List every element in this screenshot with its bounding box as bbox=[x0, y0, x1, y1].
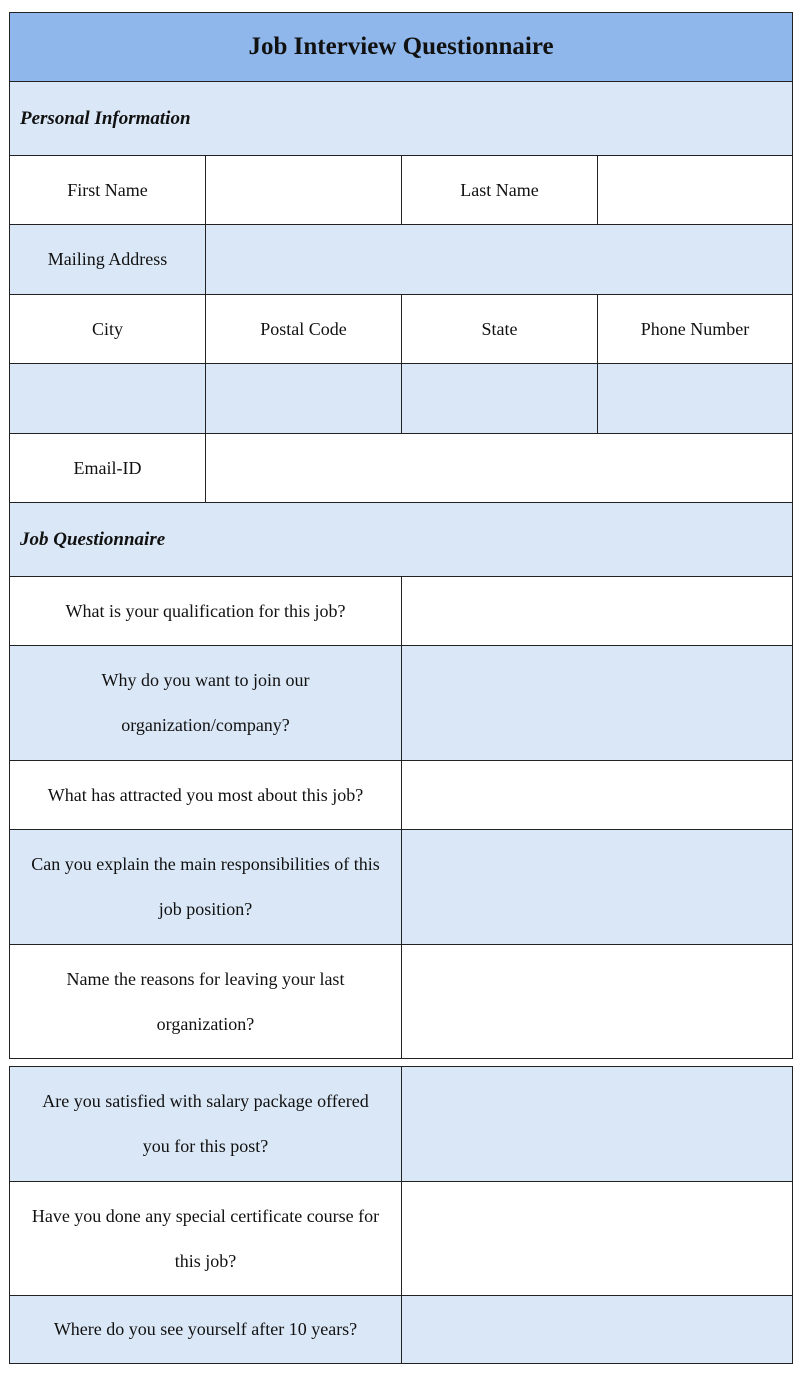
email-id-field[interactable] bbox=[206, 434, 793, 503]
answer-field[interactable] bbox=[402, 1067, 793, 1182]
question-label: Have you done any special certificate course for this job? bbox=[10, 1182, 402, 1296]
last-name-label: Last Name bbox=[402, 156, 598, 225]
questionnaire-form-table-continued bbox=[9, 1066, 793, 1364]
section-personal-information: Personal Information bbox=[10, 82, 793, 156]
question-label: What has attracted you most about this job? bbox=[10, 761, 402, 830]
email-id-label: Email-ID bbox=[10, 434, 206, 503]
answer-field[interactable] bbox=[402, 646, 793, 761]
first-name-label: First Name bbox=[10, 156, 206, 225]
question-label: Are you satisfied with salary package offered you for this post? bbox=[10, 1067, 402, 1182]
phone-number-label: Phone Number bbox=[598, 295, 793, 364]
question-label: Where do you see yourself after 10 years? bbox=[10, 1296, 402, 1364]
answer-field[interactable] bbox=[402, 830, 793, 945]
answer-field[interactable] bbox=[402, 1296, 793, 1364]
postal-code-field[interactable] bbox=[206, 364, 402, 434]
mailing-address-label: Mailing Address bbox=[10, 225, 206, 295]
last-name-field[interactable] bbox=[598, 156, 793, 225]
answer-field[interactable] bbox=[402, 945, 793, 1059]
answer-field[interactable] bbox=[402, 761, 793, 830]
answer-field[interactable] bbox=[402, 577, 793, 646]
city-label: City bbox=[10, 295, 206, 364]
questionnaire-form-table bbox=[9, 12, 793, 1059]
state-label: State bbox=[402, 295, 598, 364]
state-field[interactable] bbox=[402, 364, 598, 434]
section-job-questionnaire: Job Questionnaire bbox=[10, 503, 793, 577]
question-label: What is your qualification for this job? bbox=[10, 577, 402, 646]
question-label: Name the reasons for leaving your last organization? bbox=[10, 945, 402, 1059]
phone-number-field[interactable] bbox=[598, 364, 793, 434]
mailing-address-field[interactable] bbox=[206, 225, 793, 295]
answer-field[interactable] bbox=[402, 1182, 793, 1296]
postal-code-label: Postal Code bbox=[206, 295, 402, 364]
question-label: Why do you want to join our organization/company? bbox=[10, 646, 402, 761]
form-title: Job Interview Questionnaire bbox=[10, 13, 793, 82]
question-label: Can you explain the main responsibilities of this job position? bbox=[10, 830, 402, 945]
first-name-field[interactable] bbox=[206, 156, 402, 225]
city-field[interactable] bbox=[10, 364, 206, 434]
